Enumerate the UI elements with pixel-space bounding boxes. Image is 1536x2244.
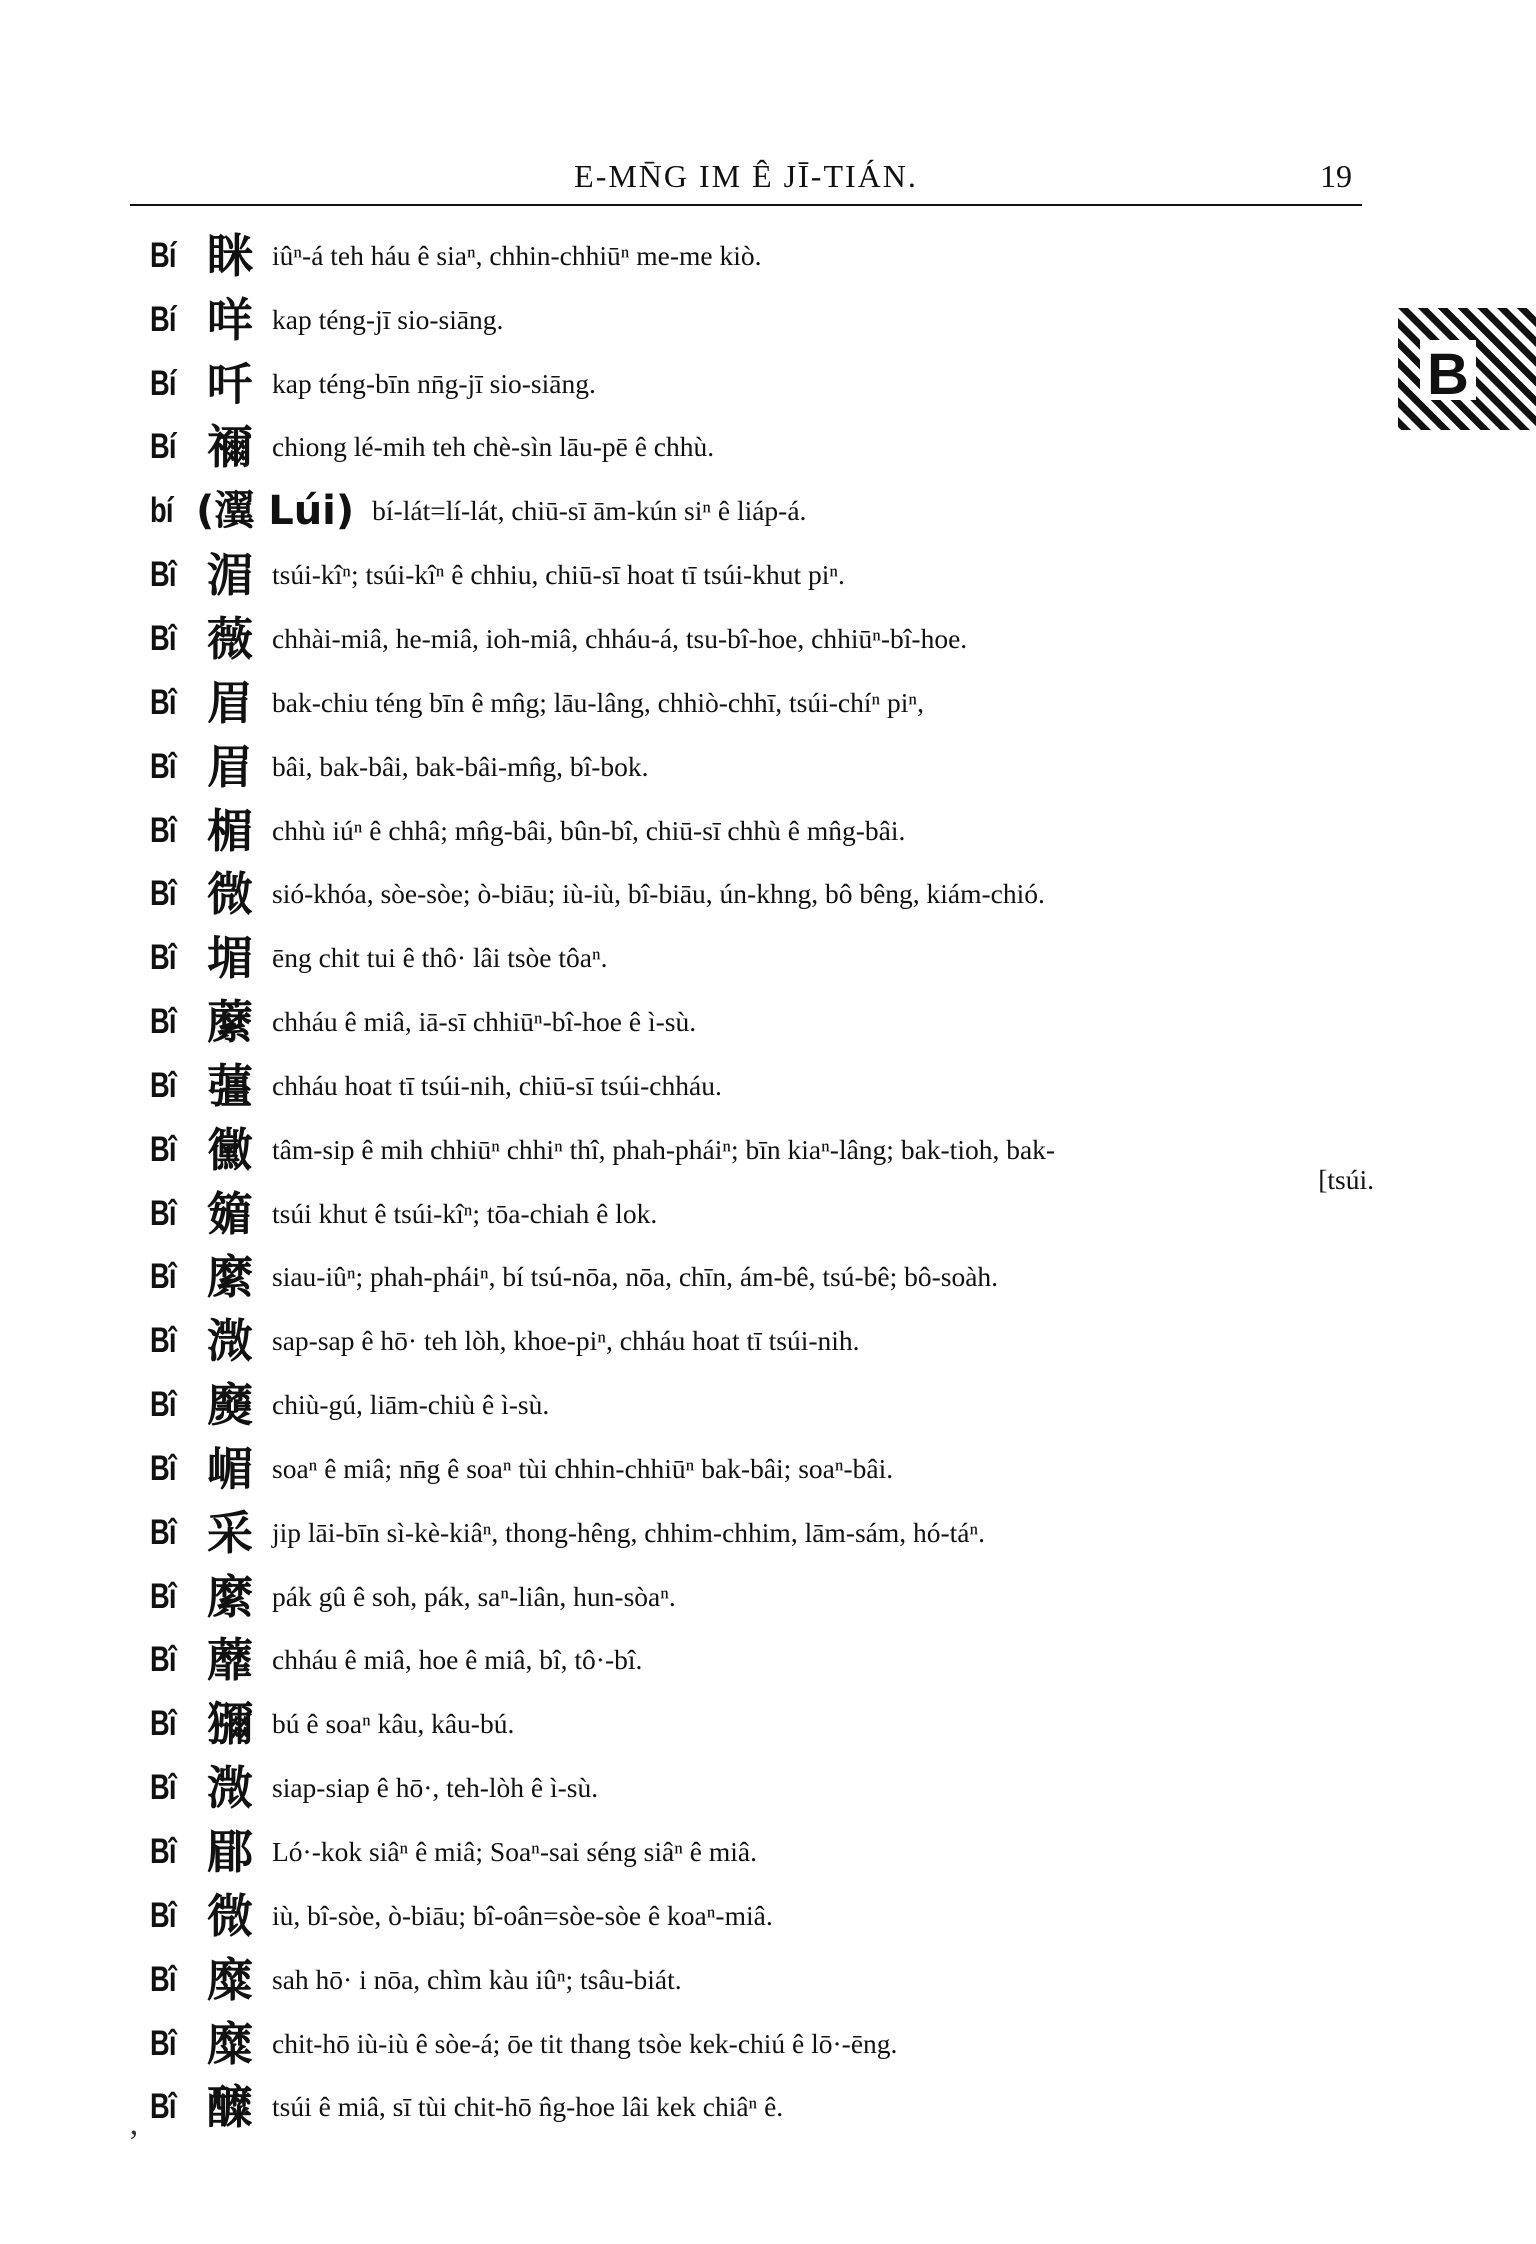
dictionary-entry <box>150 543 1380 607</box>
entry-character: 蘼 <box>207 1633 253 1688</box>
thumb-index-tab <box>1398 308 1536 430</box>
dictionary-entry <box>150 288 1380 352</box>
entry-character: 采 <box>207 1505 253 1560</box>
entry-definition: bak-chiu téng bīn ê mn̂g; lāu-lâng, chhiò-chhī, tsúi-chíⁿ piⁿ, <box>272 686 924 718</box>
entry-headword: Bî <box>150 1512 176 1552</box>
entry-character: 㸏 <box>207 1378 253 1433</box>
entry-character: 䕷 <box>207 995 253 1050</box>
tab-letter: B <box>1427 342 1469 407</box>
entry-character: 溦 <box>207 1314 253 1369</box>
entry-headword: Bî <box>150 1832 176 1872</box>
entry-character: 䕬 <box>207 1058 253 1113</box>
dictionary-entry <box>150 990 1380 1054</box>
entry-definition: kap téng-bīn nn̄g-jī sio-siāng. <box>272 367 596 399</box>
margin-mark: ʼ <box>128 2124 140 2161</box>
dictionary-entry <box>150 926 1380 990</box>
dictionary-entry <box>150 352 1380 416</box>
entry-headword: Bî <box>150 682 176 722</box>
entry-headword: Bî <box>150 1321 176 1361</box>
entry-definition: ēng chit tui ê thô· lâi tsòe tôaⁿ. <box>272 942 608 974</box>
entry-headword: Bî <box>150 555 176 595</box>
entry-definition: tâm-sip ê mih chhiūⁿ chhiⁿ thî, phah-pháiⁿ; bīn kiaⁿ-lâng; bak-tioh, bak- <box>272 1133 1056 1165</box>
entry-character: 眯 <box>207 228 253 283</box>
dictionary-entry <box>150 1692 1380 1756</box>
dictionary-entry <box>150 799 1380 863</box>
entry-character: 醾 <box>207 2080 253 2135</box>
entry-headword: Bî <box>150 1065 176 1105</box>
entry-definition: iù, bî-sòe, ò-biāu; bî-oân=sòe-sòe ê koaⁿ-miâ. <box>272 1899 773 1931</box>
entry-definition: chháu ê miâ, iā-sī chhiūⁿ-bî-hoe ê ì-sù. <box>272 1006 697 1038</box>
page-header <box>130 150 1362 206</box>
entry-headword: Bî <box>150 1768 176 1808</box>
dictionary-entry <box>150 416 1380 480</box>
header-rule <box>130 204 1362 206</box>
dictionary-entry <box>150 1565 1380 1629</box>
dictionary-entry <box>150 862 1380 926</box>
entry-headword: Bî <box>150 938 176 978</box>
entry-definition: bâi, bak-bâi, bak-bâi-mn̂g, bî-bok. <box>272 750 649 782</box>
entry-definition: tsúi-kîⁿ; tsúi-kîⁿ ê chhiu, chiū-sī hoat tī tsúi-khut piⁿ. <box>272 559 845 591</box>
entry-character: 黴 <box>207 1122 253 1177</box>
entry-continuation: [tsúi. <box>1318 1163 1374 1195</box>
entry-character: 郿 <box>207 1825 253 1880</box>
entry-definition: chhù iúⁿ ê chhâ; mn̂g-bâi, bûn-bî, chiū-sī chhù ê mn̂g-bâi. <box>272 814 906 846</box>
hatched-tab-icon <box>1398 308 1536 430</box>
dictionary-entry <box>150 1309 1380 1373</box>
entry-character: 微 <box>207 867 253 922</box>
dictionary-entry <box>150 1437 1380 1501</box>
entry-character: 糜 <box>207 2016 253 2071</box>
entry-character: 眉 <box>207 675 253 730</box>
dictionary-entry <box>150 1756 1380 1820</box>
entry-character: 湄 <box>207 548 253 603</box>
dictionary-entry <box>150 1118 1380 1195</box>
entry-headword: Bî <box>150 1193 176 1233</box>
entry-character: 楣 <box>207 803 253 858</box>
entry-definition: pák gû ê soh, pák, saⁿ-liân, hun-sòaⁿ. <box>272 1580 676 1612</box>
dictionary-entry <box>150 1884 1380 1948</box>
entry-headword: Bî <box>150 1129 176 1169</box>
dictionary-entry <box>150 479 1380 543</box>
dictionary-entry <box>150 607 1380 671</box>
entry-definition: chhài-miâ, he-miâ, ioh-miâ, chháu-á, tsu-bî-hoe, chhiūⁿ-bî-hoe. <box>272 622 968 654</box>
entry-headword: Bí <box>150 427 176 467</box>
entry-headword: Bî <box>150 1959 176 1999</box>
dictionary-entry <box>150 735 1380 799</box>
entry-definition: chháu hoat tī tsúi-nih, chiū-sī tsúi-chháu. <box>272 1069 722 1101</box>
entry-character: 吀 <box>207 356 253 411</box>
page-number: 19 <box>1320 158 1352 194</box>
entry-headword: Bî <box>150 1576 176 1616</box>
entry-character: 糜 <box>207 1952 253 2007</box>
entry-definition: siap-siap ê hō·, teh-lòh ê ì-sù. <box>272 1772 599 1804</box>
dictionary-entries <box>150 224 1380 2139</box>
entry-definition: soaⁿ ê miâ; nn̄g ê soaⁿ tùi chhin-chhiūⁿ bak-bâi; soaⁿ-bâi. <box>272 1452 894 1484</box>
entry-character: 禰 <box>207 420 253 475</box>
entry-headword: Bî <box>150 1257 176 1297</box>
entry-definition: sap-sap ê hō· teh lòh, khoe-piⁿ, chháu hoat tī tsúi-nih. <box>272 1325 860 1357</box>
entry-headword: Bî <box>150 618 176 658</box>
entry-character: 薇 <box>207 611 253 666</box>
entry-headword: Bî <box>150 1002 176 1042</box>
dictionary-entry <box>150 1629 1380 1693</box>
dictionary-entry <box>150 1501 1380 1565</box>
entry-character: 微 <box>207 1888 253 1943</box>
entry-definition: bú ê soaⁿ kâu, kâu-bú. <box>272 1708 515 1740</box>
entry-headword: Bî <box>150 1385 176 1425</box>
entry-headword: Bî <box>150 1704 176 1744</box>
dictionary-entry <box>150 2075 1380 2139</box>
entry-character: 獼 <box>207 1697 253 1752</box>
dictionary-entry <box>150 2012 1380 2076</box>
entry-definition: bí-lát=lí-lát, chiū-sī ām-kún siⁿ ê liáp-á. <box>372 495 807 527</box>
entry-definition: chiong lé-mih teh chè-sìn lāu-pē ê chhù. <box>272 431 715 463</box>
dictionary-entry <box>150 1246 1380 1310</box>
entry-definition: Ló·-kok siâⁿ ê miâ; Soaⁿ-sai séng siâⁿ ê miâ. <box>272 1836 757 1868</box>
entry-character: 溦 <box>207 1761 253 1816</box>
dictionary-entry <box>150 1182 1380 1246</box>
entry-headword: bí <box>150 491 173 531</box>
entry-character: 縻 <box>207 1250 253 1305</box>
entry-definition: iûⁿ-á teh háu ê siaⁿ, chhin-chhiūⁿ me-me kiò. <box>272 239 762 271</box>
entry-headword: Bî <box>150 1895 176 1935</box>
entry-headword: Bî <box>150 2087 176 2127</box>
entry-headword: Bí <box>150 299 176 339</box>
entry-definition: tsúi khut ê tsúi-kîⁿ; tōa-chiah ê lok. <box>272 1197 658 1229</box>
entry-character: 眉 <box>207 739 253 794</box>
entry-definition: kap téng-jī sio-siāng. <box>272 303 504 335</box>
dictionary-entry <box>150 671 1380 735</box>
entry-definition: sió-khóa, sòe-sòe; ò-biāu; iù-iù, bî-biāu, ún-khng, bô bêng, kiám-chió. <box>272 878 1045 910</box>
entry-definition: tsúi ê miâ, sī tùi chit-hō n̂g-hoe lâi kek chiâⁿ ê. <box>272 2091 784 2123</box>
dictionary-entry <box>150 1948 1380 2012</box>
entry-headword: Bî <box>150 874 176 914</box>
entry-character: (瀷 Lúi) <box>196 488 355 535</box>
entry-definition: chiù-gú, liām-chiù ê ì-sù. <box>272 1389 550 1421</box>
entry-character: 堳 <box>207 931 253 986</box>
entry-character: 嵋 <box>207 1441 253 1496</box>
entry-character: 咩 <box>207 292 253 347</box>
dictionary-entry <box>150 1373 1380 1437</box>
entry-definition: jip lāi-bīn sì-kè-kiâⁿ, thong-hêng, chhim-chhim, lām-sám, hó-táⁿ. <box>272 1516 986 1548</box>
dictionary-entry <box>150 224 1380 288</box>
entry-definition: chháu ê miâ, hoe ê miâ, bî, tô·-bî. <box>272 1644 643 1676</box>
entry-definition: siau-iûⁿ; phah-pháiⁿ, bí tsú-nōa, nōa, chīn, ám-bê, tsú-bê; bô-soàh. <box>272 1261 999 1293</box>
entry-headword: Bî <box>150 2023 176 2063</box>
entry-character: 縻 <box>207 1569 253 1624</box>
entry-headword: Bí <box>150 235 176 275</box>
entry-headword: Bí <box>150 363 176 403</box>
entry-headword: Bî <box>150 1448 176 1488</box>
entry-definition: chit-hō iù-iù ê sòe-á; ōe tit thang tsòe kek-chiú ê lō·-ēng. <box>272 2027 898 2059</box>
entry-headword: Bî <box>150 746 176 786</box>
dictionary-entry <box>150 1054 1380 1118</box>
entry-definition: sah hō· i nōa, chìm kàu iûⁿ; tsâu-biát. <box>272 1963 682 1995</box>
entry-headword: Bî <box>150 1640 176 1680</box>
dictionary-entry <box>150 1820 1380 1884</box>
running-title: E-MN̄G IM Ê JĪ-TIÁN. <box>574 158 918 194</box>
entry-headword: Bî <box>150 810 176 850</box>
entry-character: 䉋 <box>207 1186 253 1241</box>
